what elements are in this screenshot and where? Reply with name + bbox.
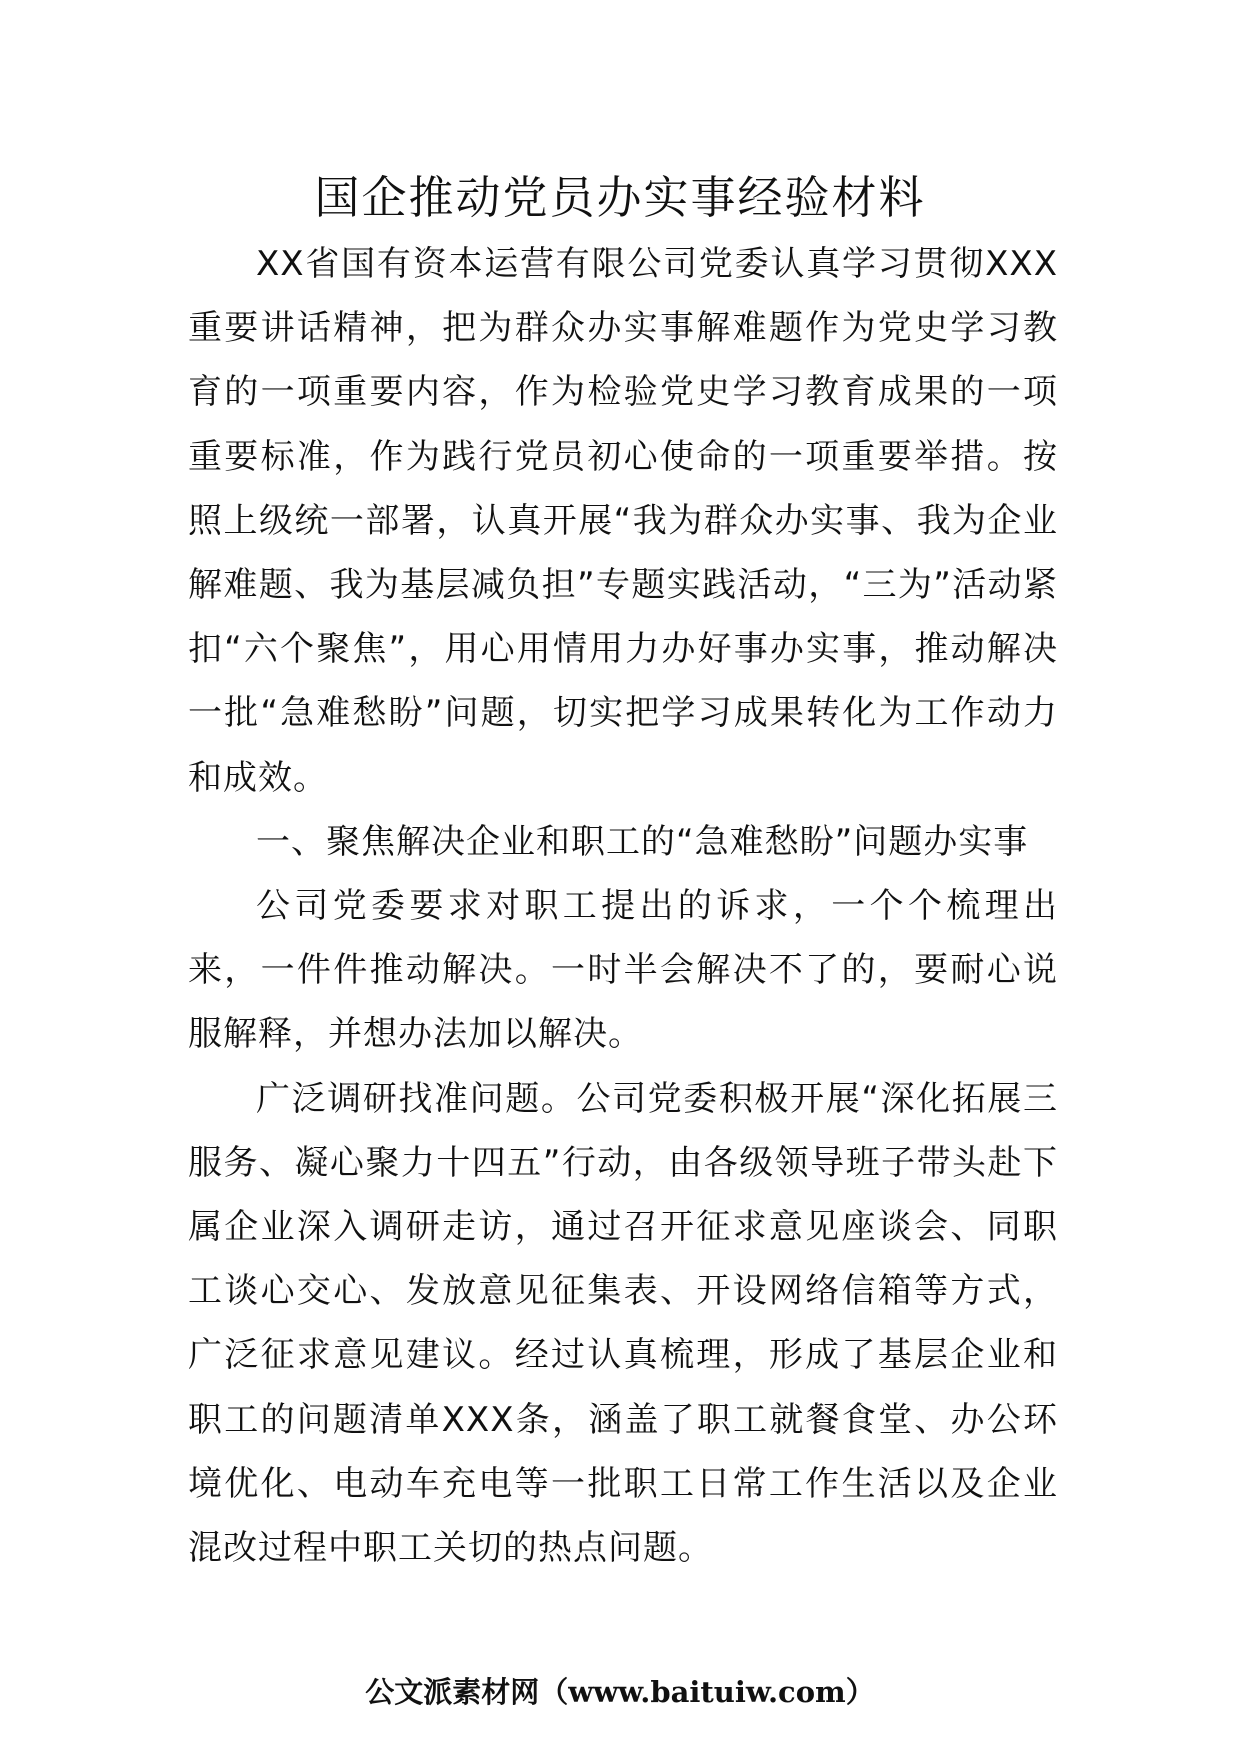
body-paragraph-2: 公司党委要求对职工提出的诉求，一个个梳理出来，一件件推动解决。一时半会解决不了的，要耐心说服解释，并想办法加以解决。: [188, 886, 1058, 1055]
document-title: 国企推动党员办实事经验材料: [314, 171, 926, 224]
intro-paragraph: XX省国有资本运营有限公司党委认真学习贯彻XXX重要讲话精神，把为群众办实事解难题作为党史学习教育的一项重要内容，作为检验党史学习教育成果的一项重要标准，作为践行党员初心使命的一项重要举措。按照上级统一部署，认真开展“我为群众办实事、我为企业解难题、我为基层减负担”专题实践活动，“三为”活动紧扣“六个聚焦”，用心用情用力办好事办实事，推动解决一批“急难愁盼”问题，切实把学习成果转化为工作动力和成效。: [188, 244, 1058, 798]
footer-watermark: 公文派素材网（www.baituiw.com）: [365, 1675, 875, 1709]
document-body: [188, 232, 1058, 1580]
section-heading-1: 一、聚焦解决企业和职工的“急难愁盼”问题办实事: [256, 821, 1029, 862]
body-paragraph-3: 广泛调研找准问题。公司党委积极开展“深化拓展三服务、凝心聚力十四五”行动，由各级领导班子带头赴下属企业深入调研走访，通过召开征求意见座谈会、同职工谈心交心、发放意见征集表、开设网络信箱等方式，广泛征求意见建议。经过认真梳理，形成了基层企业和职工的问题清单XXX条，涵盖了职工就餐食堂、办公环境优化、电动车充电等一批职工日常工作生活以及企业混改过程中职工关切的热点问题。: [188, 1078, 1058, 1569]
